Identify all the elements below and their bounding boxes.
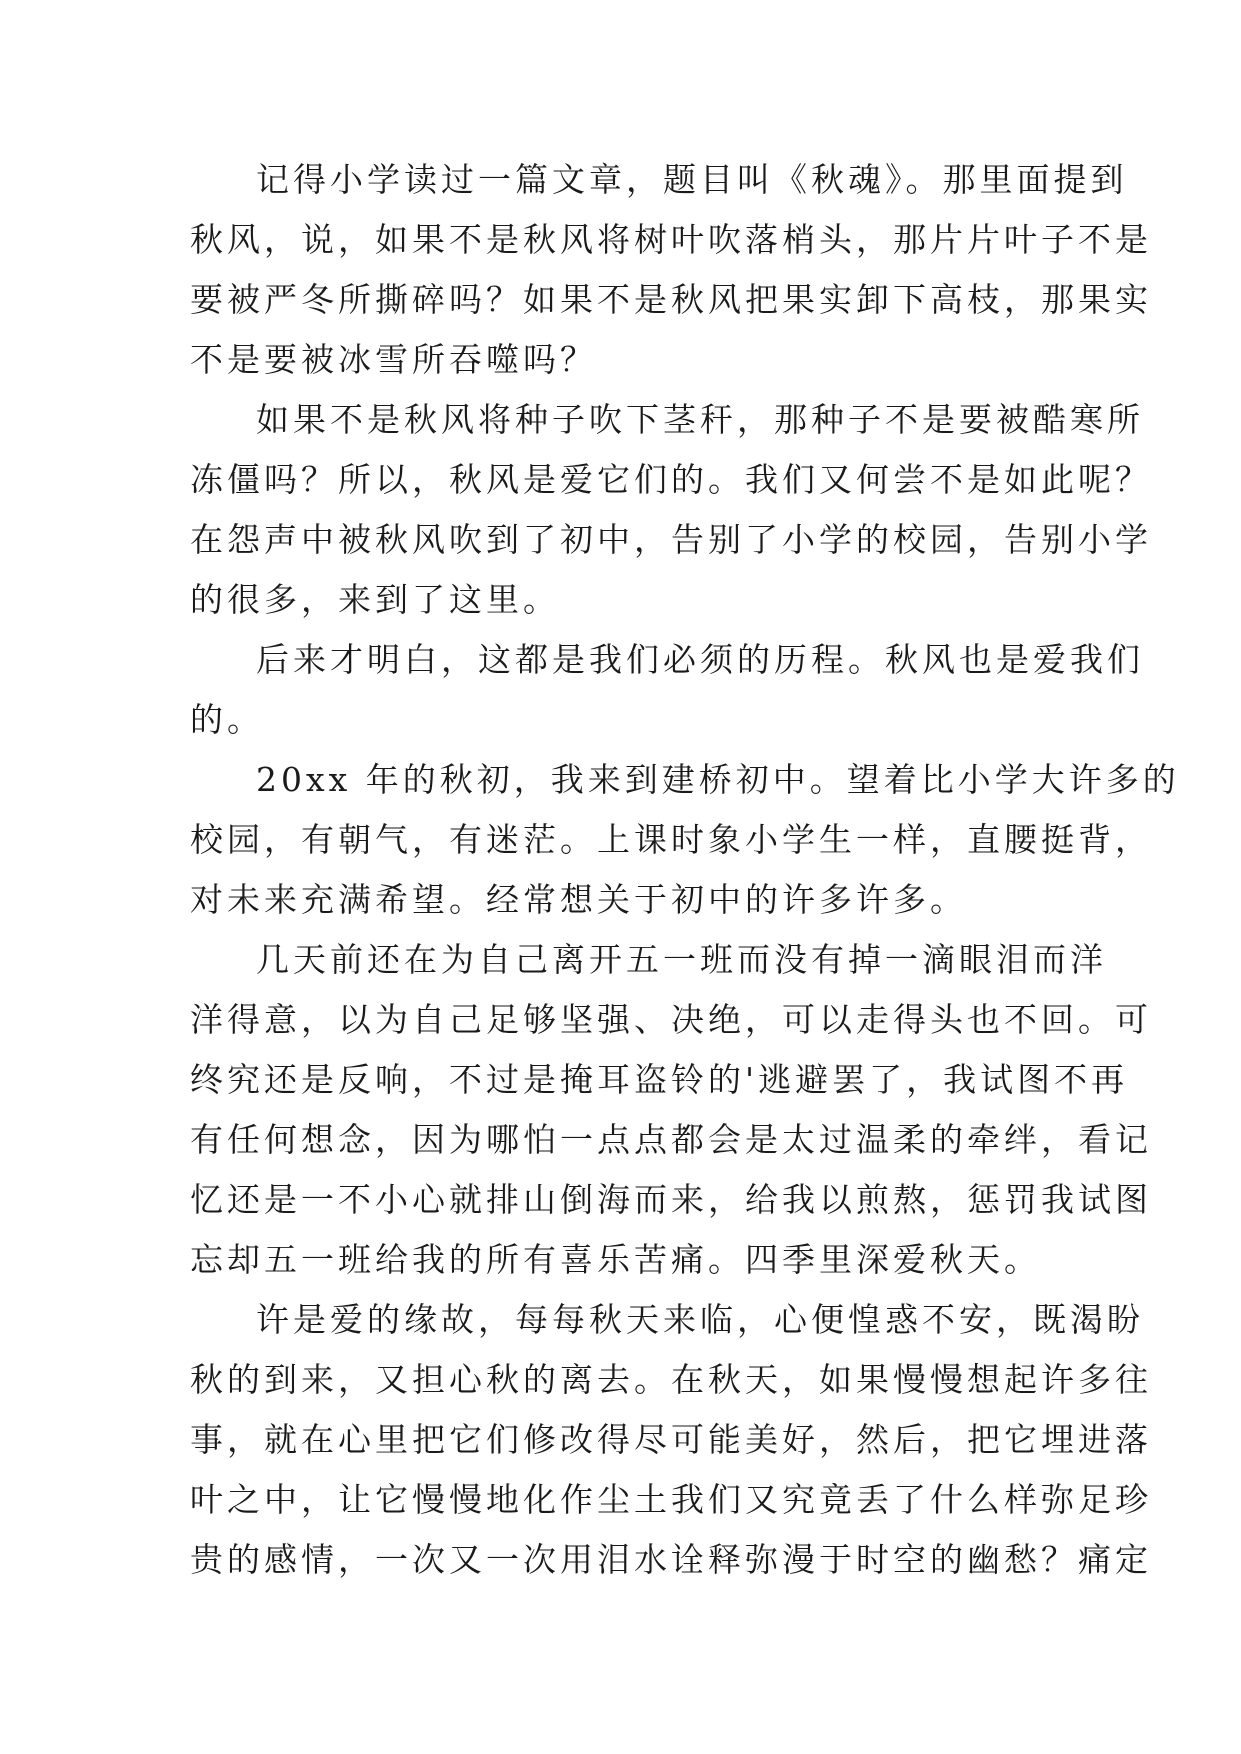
paragraph xyxy=(190,390,1152,630)
paragraph xyxy=(190,630,1144,750)
text-line: 秋风，说，如果不是秋风将树叶吹落梢头，那片片叶子不是 xyxy=(190,220,1152,259)
text-line: 终究还是反响，不过是掩耳盗铃的'逃避罢了，我试图不再 xyxy=(190,1060,1129,1099)
text-line: 如果不是秋风将种子吹下茎秆，那种子不是要被酷寒所 xyxy=(256,400,1144,439)
text-line: 冻僵吗？所以，秋风是爱它们的。我们又何尝不是如此呢？ xyxy=(190,460,1152,499)
text-line: 叶之中，让它慢慢地化作尘土我们又究竟丢了什么样弥足珍 xyxy=(190,1480,1152,1519)
paragraph xyxy=(190,750,1180,930)
text-line: 许是爱的缘故，每每秋天来临，心便惶惑不安，既渴盼 xyxy=(256,1300,1144,1339)
text-line: 的很多，来到了这里。 xyxy=(190,580,560,619)
text-line: 洋得意，以为自己足够坚强、决绝，可以走得头也不回。可 xyxy=(190,1000,1152,1039)
text-line: 忘却五一班给我的所有喜乐苦痛。四季里深爱秋天。 xyxy=(190,1240,1041,1279)
paragraph xyxy=(190,930,1152,1290)
paragraph xyxy=(190,150,1152,390)
text-line: 对未来充满希望。经常想关于初中的许多许多。 xyxy=(190,880,967,919)
text-line: 的。 xyxy=(190,700,264,739)
text-line: 校园，有朝气，有迷茫。上课时象小学生一样，直腰挺背， xyxy=(190,820,1152,859)
paragraph xyxy=(190,1290,1152,1590)
text-line: 事，就在心里把它们修改得尽可能美好，然后，把它埋进落 xyxy=(190,1420,1152,1459)
text-line: 贵的感情，一次又一次用泪水诠释弥漫于时空的幽愁？痛定 xyxy=(190,1540,1152,1579)
text-line: 几天前还在为自己离开五一班而没有掉一滴眼泪而洋 xyxy=(256,940,1107,979)
text-line: 秋的到来，又担心秋的离去。在秋天，如果慢慢想起许多往 xyxy=(190,1360,1152,1399)
text-line: 有任何想念，因为哪怕一点点都会是太过温柔的牵绊，看记 xyxy=(190,1120,1152,1159)
text-line: 忆还是一不小心就排山倒海而来，给我以煎熬，惩罚我试图 xyxy=(190,1180,1152,1219)
text-line: 不是要被冰雪所吞噬吗？ xyxy=(190,340,597,379)
text-line: 记得小学读过一篇文章，题目叫《秋魂》。那里面提到 xyxy=(256,160,1128,199)
text-line: 在怨声中被秋风吹到了初中，告别了小学的校园，告别小学 xyxy=(190,520,1152,559)
text-line: 后来才明白，这都是我们必须的历程。秋风也是爱我们 xyxy=(256,640,1144,679)
text-line: 20xx 年的秋初，我来到建桥初中。望着比小学大许多的 xyxy=(256,760,1180,799)
document-body xyxy=(190,150,1180,1590)
text-line: 要被严冬所撕碎吗？如果不是秋风把果实卸下高枝，那果实 xyxy=(190,280,1152,319)
